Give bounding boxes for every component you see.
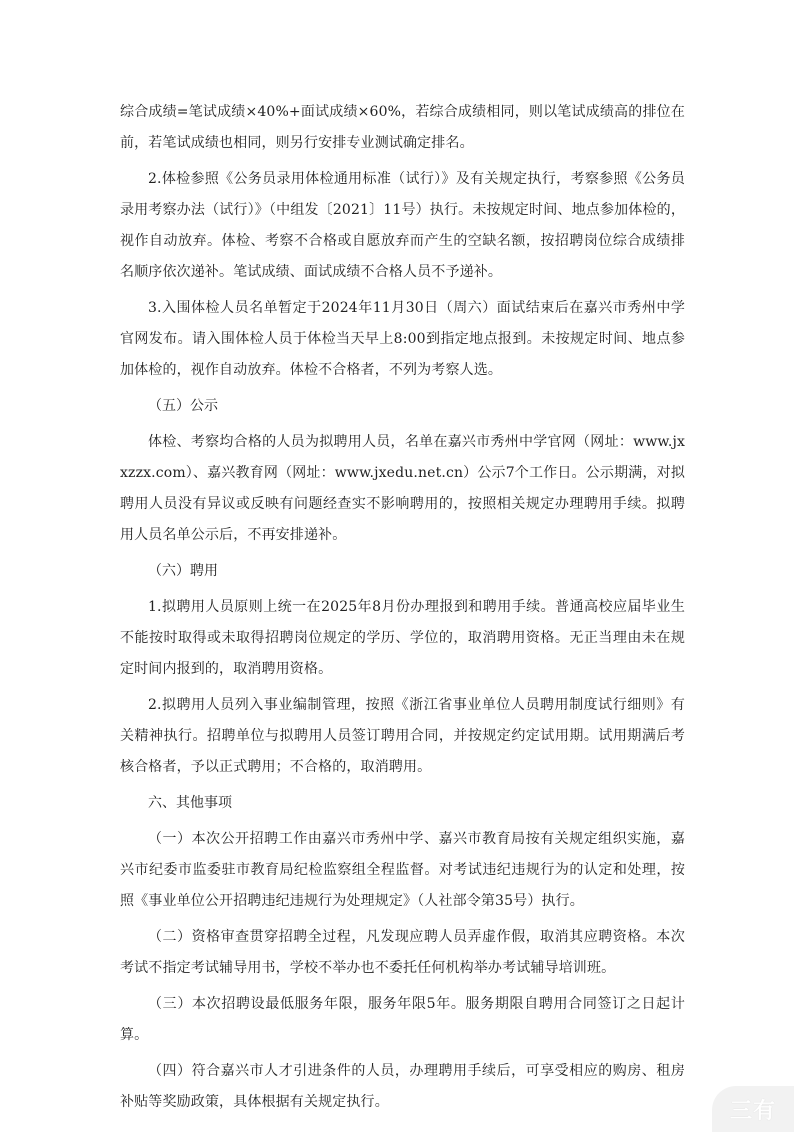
paragraph-medical-exam-rules: 2.体检参照《公务员录用体检通用标准（试行）》及有关规定执行，考察参照《公务员录用考察办法（试行）》（中组发〔2021〕11号）执行。未按规定时间、地点参加体检的，视作自动放弃。体检、考察不合格或自愿放弃而产生的空缺名额，按招聘岗位综合成绩排名顺序依次递补。笔试成绩、面试成绩不合格人员不予递补。 — [120, 171, 685, 280]
watermark-logo — [712, 1086, 794, 1132]
paragraph-service-term: （三）本次招聘设最低服务年限，服务年限5年。服务期限自聘用合同签订之日起计算。 — [120, 996, 685, 1043]
paragraph-medical-exam-list: 3.入围体检人员名单暂定于2024年11月30日（周六）面试结束后在嘉兴市秀州中学官网发布。请入围体检人员于体检当天早上8:00到指定地点报到。未按规定时间、地点参加体检的，视作自动放弃。体检不合格者，不列为考察人选。 — [120, 300, 685, 378]
paragraph-score-formula: 综合成绩=笔试成绩×40%+面试成绩×60%，若综合成绩相同，则以笔试成绩高的排位在前，若笔试成绩也相同，则另行安排专业测试确定排名。 — [120, 104, 685, 151]
section-heading-other-matters: 六、其他事项 — [148, 795, 232, 811]
section-heading-employment: （六）聘用 — [148, 563, 218, 579]
paragraph-employment-registration: 1.拟聘用人员原则上统一在2025年8月份办理报到和聘用手续。普通高校应届毕业生不能按时取得或未取得招聘岗位规定的学历、学位的，取消聘用资格。无正当理由未在规定时间内报到的，取消聘用资格。 — [120, 599, 685, 677]
paragraph-publicity: 体检、考察均合格的人员为拟聘用人员，名单在嘉兴市秀州中学官网（网址：www.jxxzzx.com）、嘉兴教育网（网址：www.jxedu.net.cn）公示7个工作日。公示期满，对拟聘用人员没有异议或反映有问题经查实不影响聘用的，按照相关规定办理聘用手续。拟聘用人员名单公示后，不再安排递补。 — [120, 434, 685, 543]
paragraph-talent-incentives: （四）符合嘉兴市人才引进条件的人员，办理聘用手续后，可享受相应的购房、租房补贴等奖励政策，具体根据有关规定执行。 — [120, 1063, 685, 1110]
section-heading-publicity: （五）公示 — [148, 398, 218, 414]
watermark-text: 三有 — [729, 1098, 776, 1124]
paragraph-qualification-review: （二）资格审查贯穿招聘全过程，凡发现应聘人员弄虚作假，取消其应聘资格。本次考试不指定考试辅导用书，学校不举办也不委托任何机构举办考试辅导培训班。 — [120, 929, 685, 976]
document-page — [120, 97, 685, 1123]
paragraph-employment-contract: 2.拟聘用人员列入事业编制管理，按照《浙江省事业单位人员聘用制度试行细则》有关精神执行。招聘单位与拟聘用人员签订聘用合同，并按规定约定试用期。试用期满后考核合格者，予以正式聘用；不合格的，取消聘用。 — [120, 697, 685, 775]
paragraph-supervision: （一）本次公开招聘工作由嘉兴市秀州中学、嘉兴市教育局按有关规定组织实施，嘉兴市纪委市监委驻市教育局纪检监察组全程监督。对考试违纪违规行为的认定和处理，按照《事业单位公开招聘违纪违规行为处理规定》（人社部令第35号）执行。 — [120, 831, 685, 909]
